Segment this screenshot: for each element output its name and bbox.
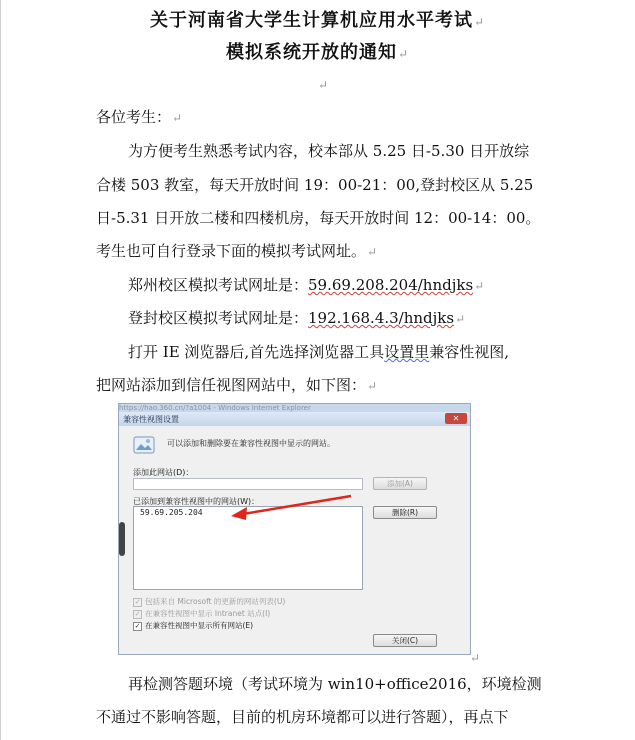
checkbox-checked-icon: ✓ [134, 597, 141, 606]
paragraph-2-text-c: 兼容性视图, [429, 343, 509, 361]
zhengzhou-url[interactable]: 59.69.208.204/hndjks [308, 276, 474, 294]
paragraph-mark: ↵ [367, 379, 378, 393]
paragraph-mark: ↵ [367, 245, 378, 259]
checkbox-checked-icon: ✓ [134, 609, 141, 618]
paragraph-2-text-e: 网站中，如下图： [246, 376, 367, 394]
paragraph-2-text-b: 设置里 [384, 343, 430, 361]
compatibility-view-dialog-image [118, 403, 471, 655]
dengfeng-url-line [128, 307, 578, 328]
dengfeng-url[interactable]: 192.168.4.3/hndjks [308, 309, 455, 327]
greeting-text: 各位考生： [96, 108, 172, 126]
checkbox-label: 在兼容性视图中显示 Intranet 站点(I) [145, 609, 271, 618]
paragraph-mark: ↵ [474, 279, 485, 293]
paragraph-1-line-4 [96, 240, 546, 261]
add-button[interactable]: 添加(A) [373, 477, 427, 490]
delete-button[interactable]: 删除(R) [373, 506, 437, 519]
dialog-title: 兼容性视图设置 [123, 415, 179, 424]
checkbox-label: 在兼容性视图中显示所有网站(E) [145, 621, 254, 630]
page-margin-line [0, 0, 1, 740]
paragraph-2-line-2 [96, 374, 546, 395]
dengfeng-url-label: 登封校区模拟考试网址是： [128, 309, 309, 327]
paragraph-mark: ↵ [172, 111, 183, 125]
all-sites-checkbox[interactable] [133, 620, 253, 631]
include-microsoft-list-checkbox[interactable] [133, 596, 285, 607]
paragraph-2-text-a: 打开 IE 浏览器后,首先选择浏览器工具 [128, 343, 385, 361]
paragraph-1-line-3: 日-5.31 日开放二楼和四楼机房，每天开放时间 12：00-14：00。 [96, 209, 541, 227]
paragraph-mark: ↵ [318, 78, 329, 92]
close-icon[interactable]: ✕ [445, 413, 467, 424]
checkbox-label: 包括来自 Microsoft 的更新的网站列表(U) [145, 597, 286, 606]
dialog-titlebar [119, 412, 470, 427]
dialog-body [119, 426, 470, 654]
paragraph-1-line-2: 合楼 503 教室，每天开放时间 19：00-21：00,登封校区从 5.25 [96, 176, 534, 194]
paragraph-mark: ↵ [473, 15, 486, 29]
dialog-info-text: 可以添加和删除要在兼容性视图中显示的网站。 [167, 439, 335, 448]
title-line-2-text: 模拟系统开放的通知 [225, 42, 397, 63]
paragraph-mark: ↵ [397, 47, 410, 61]
paragraph-3-line-2: 不通过不影响答题，目前的机房环境都可以进行答题），再点下 [96, 708, 509, 726]
site-list-item[interactable]: 59.69.205.204 [140, 508, 203, 517]
paragraph-1-line-4-text: 考生也可自行登录下面的模拟考试网址。 [96, 242, 367, 260]
zhengzhou-url-line [128, 274, 578, 295]
checkbox-checked-icon: ✓ [134, 621, 141, 630]
greeting [96, 106, 546, 127]
close-button[interactable]: 关闭(C) [373, 634, 437, 647]
title-line-1-text: 关于河南省大学生计算机应用水平考试 [149, 10, 473, 31]
paragraph-1-line-1: 为方便考生熟悉考试内容，校本部从 5.25 日-5.30 日开放综 [128, 142, 530, 160]
paragraph-mark: ↵ [455, 312, 466, 326]
added-sites-label: 已添加到兼容性视图中的网站(W)： [133, 497, 260, 506]
title-line-1 [0, 6, 635, 32]
add-site-label: 添加此网站(D)： [133, 468, 194, 477]
paragraph-2-line-1 [128, 341, 578, 362]
title-line-2 [0, 38, 635, 64]
scrollbar-thumb [119, 522, 125, 556]
paragraph-2-text-d: 把网站添加到信任视图 [96, 376, 247, 394]
zhengzhou-url-label: 郑州校区模拟考试网址是： [128, 276, 309, 294]
paragraph-3-line-1: 再检测答题环境（考试环境为 win10+office2016，环境检测 [128, 675, 542, 693]
intranet-sites-checkbox[interactable] [133, 608, 270, 619]
browser-title-strip: https://hao.360.cn/?a1004 - Windows Internet Explorer [119, 404, 470, 412]
paragraph-mark: ↵ [470, 651, 481, 665]
